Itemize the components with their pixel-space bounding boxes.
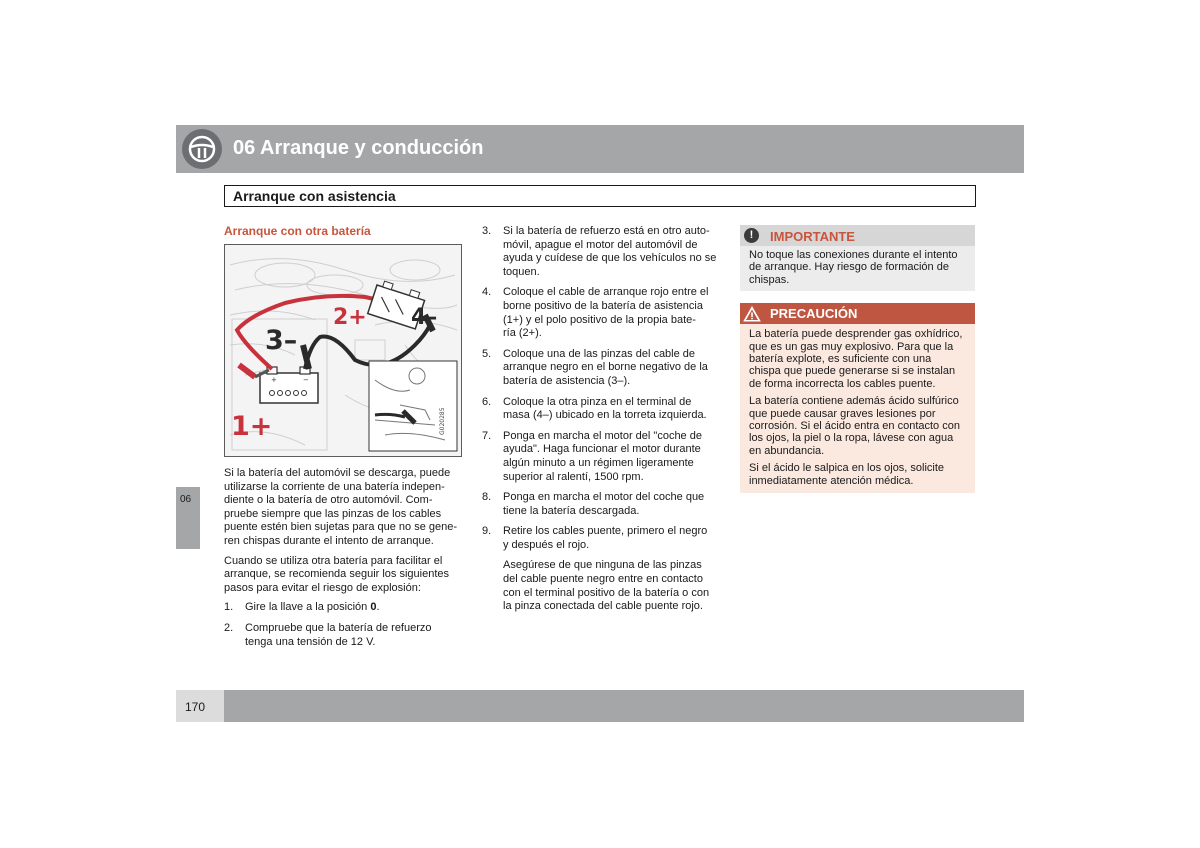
caution-paragraph: La batería contiene además ácido sulfúrico que puede causar graves lesiones por corrosión. Si el ácido entra en contacto con los ojos, la piel o la ropa, lávese con agua en abundancia.: [749, 395, 960, 457]
chapter-side-tab-label: 06: [180, 494, 192, 505]
list-item: 1. Gire la llave a la posición 0.: [224, 601, 380, 614]
important-title: IMPORTANTE: [770, 229, 855, 244]
column-2: [482, 225, 722, 614]
footer-bar: [224, 690, 1024, 722]
caution-body: [740, 324, 975, 493]
important-header: [740, 225, 975, 246]
step-9-note: Asegúrese de que ninguna de las pinzas del cable puente negro entre en contacto con el terminal positivo de la batería o con la pinza conectada del cable puente rojo.: [503, 559, 710, 613]
caution-paragraph: Si el ácido le salpica en los ojos, solicite inmediatamente atención médica.: [749, 462, 945, 487]
caution-paragraph: La batería puede desprender gas oxhídrico, que es un gas muy explosivo. Para que la batería explote, es suficiente con una chispa que puede generarse si se instalan de forma incorrecta los cables puente.: [749, 328, 963, 390]
section-title-box: [224, 185, 976, 207]
intro-paragraph: Si la batería del automóvil se descarga, puede utilizarse la corriente de una batería indepen- diente o la batería de otro automóvil. Com- pruebe siempre que las pinzas de los cables puente estén bien sujetas para que no se gene- ren chispas durante el intento de arranque.: [224, 467, 458, 547]
page-number: 170: [185, 700, 206, 714]
page-number-box: [176, 690, 224, 722]
caution-title: PRECAUCIÓN: [770, 306, 858, 322]
steering-wheel-icon: [182, 129, 222, 169]
warning-triangle-icon: [743, 306, 761, 322]
list-item: 6. Coloque la otra pinza en el terminal de masa (4–) ubicado en la torreta izquierda.: [482, 395, 707, 422]
svg-text:+: +: [271, 376, 277, 384]
figure-code: G020285: [439, 407, 446, 435]
label-2-plus: 2+: [333, 305, 367, 330]
label-4-minus: 4–: [411, 305, 438, 330]
list-item: 4. Coloque el cable de arranque rojo entre el borne positivo de la batería de asistencia (1+) y el polo positivo de la propia bate- ría (2+).: [482, 286, 709, 340]
section-title: Arranque con asistencia: [233, 188, 396, 204]
chapter-side-tab: [176, 487, 200, 549]
procedure-intro-paragraph: Cuando se utiliza otra batería para facilitar el arranque, se recomienda seguir los siguientes pasos para evitar el riesgo de explosión:: [224, 554, 450, 594]
list-item: 5. Coloque una de las pinzas del cable de arranque negro en el borne negativo de la batería de asistencia (3–).: [482, 347, 708, 387]
important-body: No toque las conexiones durante el intento de arranque. Hay riesgo de formación de chispas.: [740, 246, 975, 291]
list-item: 9. Retire los cables puente, primero el negro y después el rojo.: [482, 525, 708, 551]
subheading: Arranque con otra batería: [224, 224, 371, 238]
label-1-plus: 1+: [231, 411, 273, 442]
jump-start-illustration: [224, 244, 462, 457]
column-1: [224, 224, 464, 656]
exclamation-icon: !: [744, 228, 759, 243]
caution-header: [740, 303, 975, 324]
steps-list-2: [482, 225, 722, 552]
column-3: [740, 225, 975, 493]
label-3-minus: 3–: [265, 325, 298, 356]
steps-list-1: [224, 601, 464, 649]
list-item: 7. Ponga en marcha el motor del "coche de ayuda". Haga funcionar el motor durante algún minuto a un régimen ligeramente superior al ralentí, 1500 rpm.: [482, 429, 702, 483]
list-item: 8. Ponga en marcha el motor del coche que tiene la batería descargada.: [482, 491, 705, 517]
list-item: 2. Compruebe que la batería de refuerzo tenga una tensión de 12 V.: [224, 621, 432, 648]
svg-text:−: −: [303, 376, 309, 384]
list-item: 3. Si la batería de refuerzo está en otro auto- móvil, apague el motor del automóvil de ayuda y cuídese de que los vehículos no se toquen.: [482, 225, 717, 278]
chapter-title: 06 Arranque y conducción: [233, 137, 484, 159]
